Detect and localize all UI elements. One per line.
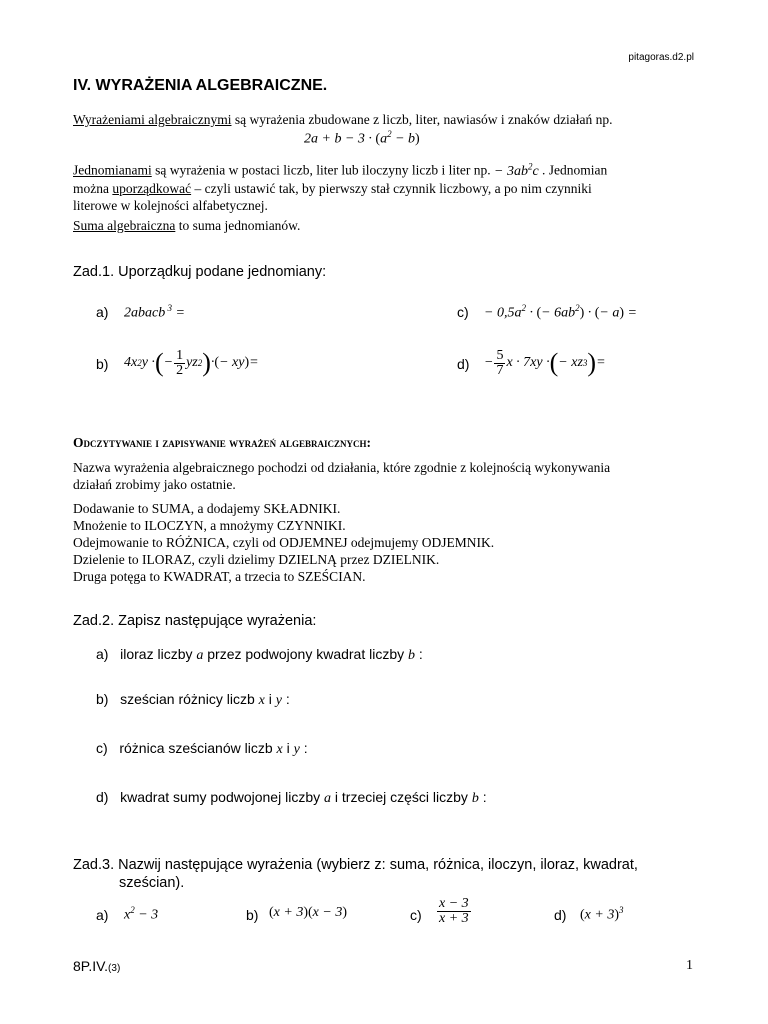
task-text: i <box>264 691 276 707</box>
task-2-title: Zad.2. Zapisz następujące wyrażenia: <box>73 613 317 629</box>
task-3c-expression: $\frac{x - 3}{x + 3}$ <box>439 896 469 926</box>
operation-line-powers: Druga potęga to KWADRAT, a trzecia to SZEŚCIAN. <box>73 569 366 584</box>
operation-line-quotient: Dzielenie to ILORAZ, czyli dzielimy DZIELNĄ przez DZIELNIK. <box>73 552 440 567</box>
task-text: przez podwojony kwadrat liczby <box>203 646 409 662</box>
task-text: kwadrat sumy podwojonej liczby <box>120 789 324 805</box>
task-3-title <box>73 856 638 892</box>
term-algebraic-sum: Suma algebraiczna <box>73 218 176 233</box>
term-order: uporządkować <box>112 180 192 196</box>
task-2a-label: a) <box>96 646 109 662</box>
task-text: : <box>478 789 487 805</box>
variable-b: b <box>471 791 479 806</box>
operation-line-product: Mnożenie to ILOCZYN, a mnożymy CZYNNIKI. <box>73 518 346 533</box>
task-1a-expression: 2abacb $^3$ = <box>124 303 185 321</box>
task-1c-label: c) <box>457 304 469 320</box>
footer-code <box>73 958 120 974</box>
task-3d-expression: $(x + 3)^3$ <box>580 905 624 923</box>
variable-b: b <box>408 648 416 663</box>
task-3b-label: b) <box>246 907 259 923</box>
task-2d-label: d) <box>96 789 109 805</box>
definition-text: można <box>73 180 113 196</box>
definition-text: to suma jednomianów. <box>175 218 301 233</box>
task-1a-label: a) <box>96 304 109 320</box>
task-2b-label: b) <box>96 691 109 707</box>
operation-line-sum: Dodawanie to SUMA, a dodajemy SKŁADNIKI. <box>73 501 341 516</box>
section-intro-paragraph <box>73 459 723 493</box>
task-3b-expression: (x + 3)(x − 3) <box>269 905 348 920</box>
task-3-title-line: Zad.3. Nazwij następujące wyrażenia (wybierz z: suma, różnica, iloczyn, iloraz, kwadrat, <box>73 857 638 873</box>
task-2c <box>96 740 308 758</box>
task-1-title: Zad.1. Uporządkuj podane jednomiany: <box>73 264 327 280</box>
paragraph-line: Nazwa wyrażenia algebraicznego pochodzi od działania, które zgodnie z kolejnością wykonywania <box>73 460 611 475</box>
variable-a: a <box>324 791 331 806</box>
variable-y: y <box>275 693 282 708</box>
site-url: pitagoras.d2.pl <box>628 52 694 63</box>
definition-text: – czyli ustawić tak, by pierwszy stał czynnik liczbowy, a po nim czynniki <box>191 180 592 196</box>
monomial-example: − $3ab^2c$ <box>494 161 539 179</box>
task-text: i <box>282 740 294 756</box>
task-1b-expression: 4x 2 y · ( − $\frac{1}{2}$ yz 2 ) · ( − xy ) = <box>124 347 259 378</box>
definition-text: literowe w kolejności alfabetycznej. <box>73 197 268 213</box>
operation-names-list <box>73 500 494 585</box>
task-text: : <box>281 691 290 707</box>
task-3a-label: a) <box>96 907 109 923</box>
footer-code-small: (3) <box>108 963 121 974</box>
task-3-title-line: sześcian). <box>119 875 185 891</box>
section-reading-writing-title: Odczytywanie i zapisywanie wyrażeń algebraicznych: <box>73 435 372 450</box>
definition-algebraic-expressions <box>73 111 713 128</box>
example-expression: $2a + b - 3 \cdot (a^2 - b)$ <box>304 129 420 147</box>
task-text: sześcian różnicy liczb <box>120 691 259 707</box>
definition-monomials <box>73 158 713 214</box>
task-3a-expression: $x^2 - 3$ <box>124 905 159 923</box>
task-2d <box>96 789 487 807</box>
task-text: : <box>415 646 423 662</box>
variable-a: a <box>196 648 204 663</box>
page-number: 1 <box>686 958 693 973</box>
task-2a <box>96 646 423 664</box>
task-3c-label: c) <box>410 907 422 923</box>
page-title: IV. WYRAŻENIA ALGEBRAICZNE. <box>73 77 328 94</box>
definition-algebraic-sum <box>73 217 300 234</box>
variable-x: x <box>258 693 265 708</box>
paragraph-line: działań zrobimy jako ostatnie. <box>73 477 236 492</box>
task-1d-expression: − $\frac{5}{7}$ x · 7xy · ( − xz 3 ) = <box>484 347 606 378</box>
definition-text: są wyrażenia zbudowane z liczb, liter, nawiasów i znaków działań np. <box>231 112 613 127</box>
task-text: różnica sześcianów liczb <box>119 740 277 756</box>
operation-line-difference: Odejmowanie to RÓŻNICA, czyli od ODJEMNEJ odejmujemy ODJEMNIK. <box>73 535 495 550</box>
footer-code-text: 8P.IV. <box>73 958 109 974</box>
task-text: iloraz liczby <box>120 646 197 662</box>
task-1b-label: b) <box>96 356 109 372</box>
task-1c-expression: − $0,5a^2$ · (− $6ab^2$) · (− a) = <box>484 303 637 321</box>
definition-text: . Jednomian <box>542 162 608 178</box>
task-1d-label: d) <box>457 356 470 372</box>
variable-y: y <box>293 742 300 757</box>
task-2c-label: c) <box>96 740 108 756</box>
task-text: : <box>299 740 308 756</box>
task-3d-label: d) <box>554 907 567 923</box>
term-monomials: Jednomianami <box>73 162 152 178</box>
task-text: i trzeciej części liczby <box>331 789 472 805</box>
definition-text: są wyrażenia w postaci liczb, liter lub iloczyny liczb i liter np. <box>151 162 494 178</box>
term-algebraic-expressions: Wyrażeniami algebraicznymi <box>73 112 232 127</box>
task-2b <box>96 691 290 709</box>
variable-x: x <box>276 742 283 757</box>
